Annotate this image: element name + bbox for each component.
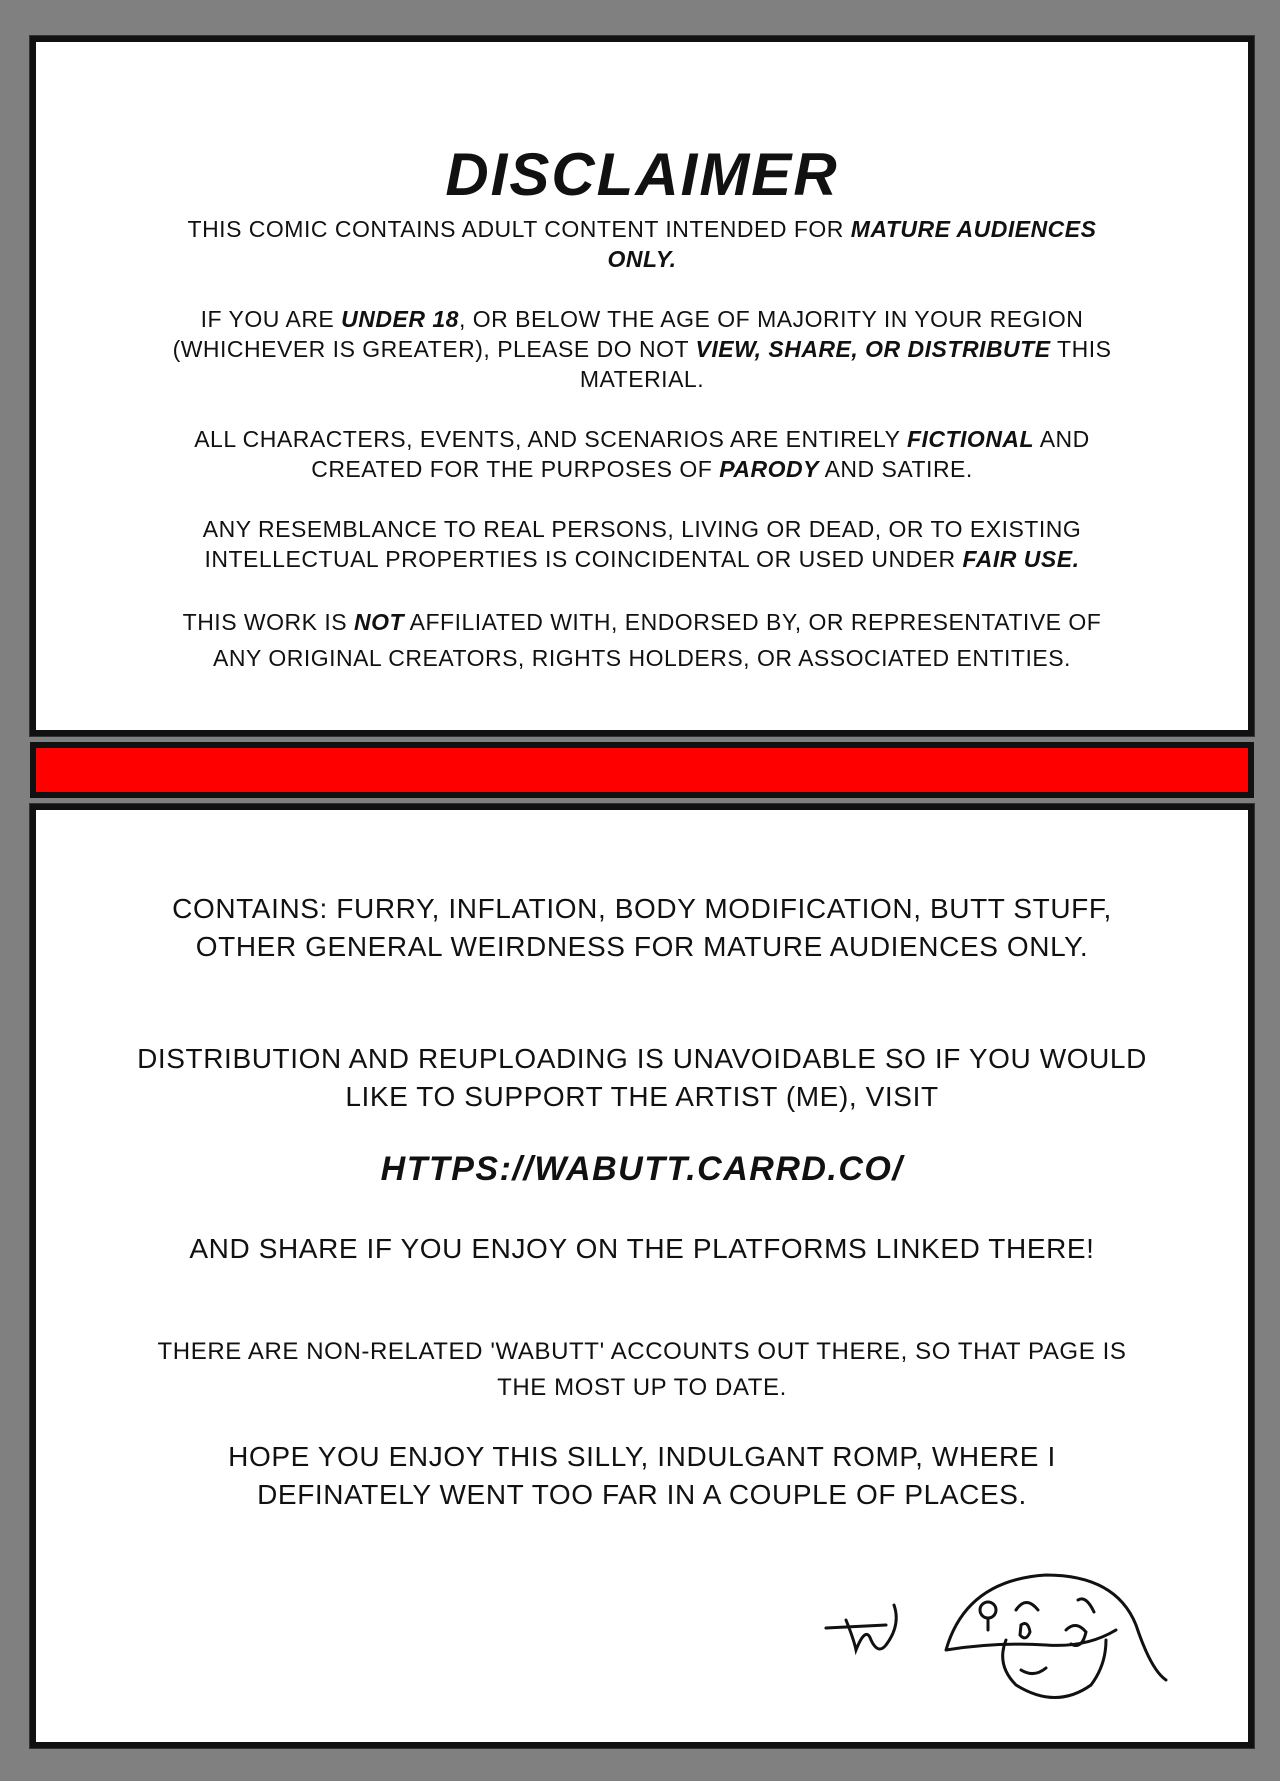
- accounts-note: THERE ARE NON-RELATED 'WABUTT' ACCOUNTS OUT THERE, SO THAT PAGE IS THE MOST UP TO DATE.: [157, 1338, 1127, 1401]
- emphasis: NOT: [353, 609, 405, 635]
- share-text: AND SHARE IF YOU ENJOY ON THE PLATFORMS LINKED THERE!: [189, 1233, 1095, 1264]
- text: , OR BELOW THE AGE OF MAJORITY IN YOUR REGION (WHICHEVER IS GREATER), PLEASE DO NOT: [172, 306, 1084, 362]
- text: THIS COMIC CONTAINS ADULT CONTENT INTENDED FOR: [187, 216, 851, 242]
- text: AND CREATED FOR THE PURPOSES OF: [311, 426, 1090, 482]
- age-notice: [156, 304, 1128, 394]
- text: THIS WORK IS: [182, 609, 354, 635]
- text: ALL CHARACTERS, EVENTS, AND SCENARIOS ARE ENTIRELY: [194, 426, 907, 452]
- closing-text: HOPE YOU ENJOY THIS SILLY, INDULGANT ROMP, WHERE I DEFINATELY WENT TOO FAR IN A COUPLE OF PLACES.: [228, 1441, 1056, 1510]
- red-divider: [30, 742, 1254, 798]
- fiction-notice: [156, 424, 1128, 484]
- emphasis: FAIR USE.: [962, 546, 1080, 572]
- text: THIS MATERIAL.: [579, 336, 1112, 392]
- emphasis: VIEW, SHARE, OR DISTRIBUTE: [695, 336, 1051, 362]
- mature-notice: [156, 214, 1128, 274]
- emphasis: PARODY: [719, 456, 819, 482]
- resemblance-notice: [156, 514, 1128, 574]
- text: AND SATIRE.: [818, 456, 973, 482]
- contents-warning: CONTAINS: FURRY, INFLATION, BODY MODIFICATION, BUTT STUFF, OTHER GENERAL WEIRDNESS FOR MATURE AUDIENCES ONLY.: [172, 893, 1112, 962]
- support-text: DISTRIBUTION AND REUPLOADING IS UNAVOIDABLE SO IF YOU WOULD LIKE TO SUPPORT THE ARTIST (ME), VISIT: [137, 1043, 1147, 1112]
- affiliation-notice: [156, 604, 1128, 676]
- text: AFFILIATED WITH, ENDORSED BY, OR REPRESENTATIVE OF ANY ORIGINAL CREATORS, RIGHTS HOLDERS, OR ASSOCIATED ENTITIES.: [213, 609, 1102, 671]
- page-title: DISCLAIMER: [445, 141, 839, 208]
- text: ANY RESEMBLANCE TO REAL PERSONS, LIVING OR DEAD, OR TO EXISTING INTELLECTUAL PROPERTIES IS COINCIDENTAL OR USED UNDER: [202, 516, 1082, 572]
- emphasis: MATURE AUDIENCES ONLY.: [607, 216, 1097, 272]
- disclaimer-panel: [30, 36, 1254, 736]
- info-panel: [30, 804, 1254, 1748]
- artist-signature-doodle: [816, 1570, 1216, 1720]
- emphasis: FICTIONAL: [906, 426, 1035, 452]
- artist-link[interactable]: HTTPS://WABUTT.CARRD.CO/: [380, 1150, 904, 1188]
- text: IF YOU ARE: [200, 306, 342, 332]
- emphasis: UNDER 18: [341, 306, 459, 332]
